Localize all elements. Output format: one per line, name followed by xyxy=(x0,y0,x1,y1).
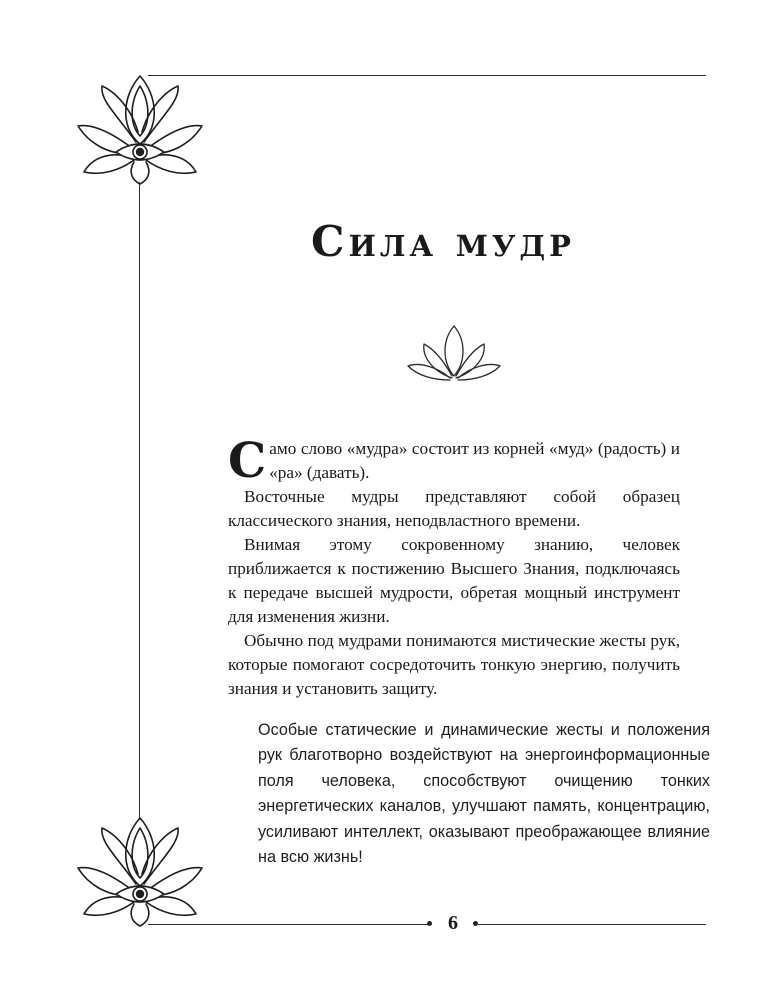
lotus-eye-icon xyxy=(70,70,210,188)
paragraph: Внимая этому сокровенному знанию, человек приближается к постижению Высшего Знания, подключаясь к передаче высшей мудрости, обретая мощный инструмент для изменения жизни. xyxy=(228,535,680,626)
paragraph: Восточные мудры представляют собой образец классического знания, неподвластного времени. xyxy=(228,487,680,530)
top-rule xyxy=(148,75,706,76)
callout-text: Особые статические и динамические жесты и положения рук благотворно воздействуют на энергоинформационные поля человека, способствуют очищению тонких энергетических каналов, улучшают память, концентрацию, усиливают интеллект, оказывают преображающее влияние на всю жизнь! xyxy=(258,721,710,867)
lotus-divider-icon xyxy=(402,322,506,384)
footer-dot-right xyxy=(473,921,478,926)
lotus-eye-icon xyxy=(70,812,210,930)
intro-paragraph xyxy=(228,433,680,489)
bottom-rule-right xyxy=(478,924,706,925)
page-title: Сила мудр xyxy=(311,217,575,266)
intro-text: амо слово «мудра» состоит из корней «муд» (радость) и «ра» (давать). xyxy=(269,439,680,482)
body-text xyxy=(228,433,680,701)
page-number: 6 xyxy=(448,912,458,934)
drop-cap: С xyxy=(228,433,267,489)
paragraph: Обычно под мудрами понимаются мистические жесты рук, которые помогают сосредоточить тонкую энергию, получить знания и установить защиту. xyxy=(228,631,680,698)
side-rule xyxy=(139,182,140,820)
footer-dot-left xyxy=(427,921,432,926)
